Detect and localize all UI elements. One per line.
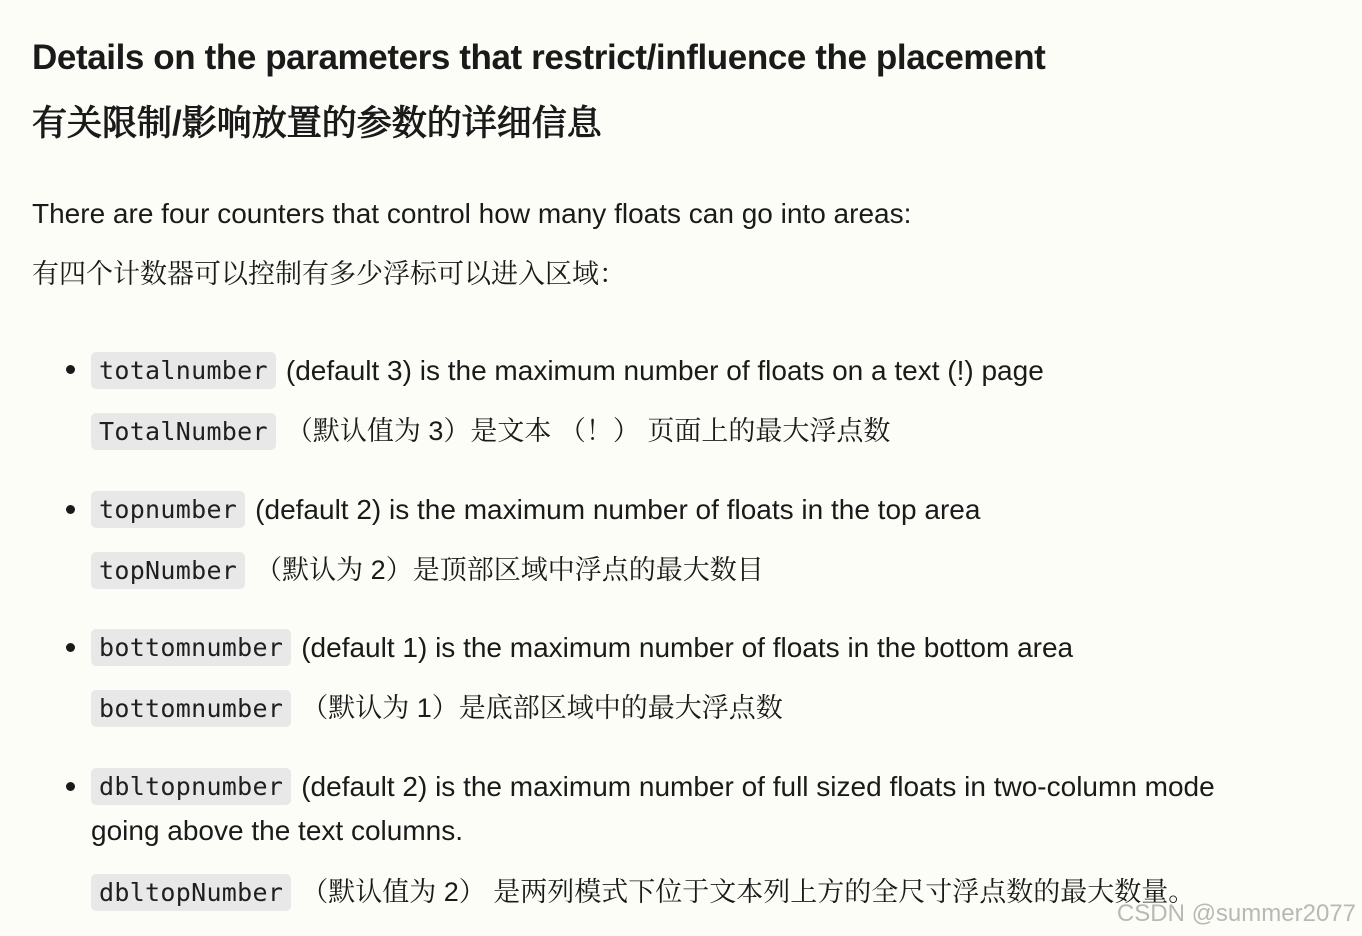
list-item-text: （默认为 2）是顶部区域中浮点的最大数目 [255, 555, 764, 585]
inline-code: topnumber [91, 491, 245, 528]
csdn-watermark: CSDN @summer2077 [1116, 900, 1356, 927]
inline-code: bottomnumber [91, 629, 291, 666]
list-item-topnumber-zh [91, 552, 764, 589]
list-item-text: (default 2) is the maximum number of floats in the top area [255, 493, 981, 525]
inline-code: bottomnumber [91, 690, 291, 727]
list-item-text: （默认值为 3）是文本 （！） 页面上的最大浮点数 [285, 416, 891, 446]
list-bullet [66, 643, 75, 652]
list-item-topnumber-en [91, 491, 980, 528]
list-item-bottomnumber-en [91, 629, 1073, 666]
section-heading-zh: 有关限制/影响放置的参数的详细信息 [32, 104, 602, 143]
intro-paragraph-zh: 有四个计数器可以控制有多少浮标可以进入区域： [32, 259, 626, 289]
list-item-text: (default 2) is the maximum number of full sized floats in two-column mode [301, 770, 1215, 802]
section-heading-en: Details on the parameters that restrict/influence the placement [32, 38, 1046, 77]
list-item-text: （默认值为 2） 是两列模式下位于文本列上方的全尺寸浮点数的最大数量。 [301, 877, 1196, 907]
list-item-dbltopnumber-continuation: going above the text columns. [91, 815, 464, 846]
inline-code: topNumber [91, 552, 245, 589]
list-bullet [66, 505, 75, 514]
list-bullet [66, 365, 75, 374]
list-item-bottomnumber-zh [91, 690, 783, 727]
inline-code: dbltopnumber [91, 768, 291, 805]
intro-paragraph-en: There are four counters that control how many floats can go into areas: [32, 198, 912, 229]
inline-code: totalnumber [91, 352, 276, 389]
list-item-dbltopnumber-en [91, 768, 1215, 805]
inline-code: dbltopNumber [91, 874, 291, 911]
list-item-totalnumber-en [91, 352, 1044, 389]
list-item-text: (default 3) is the maximum number of floats on a text (!) page [285, 354, 1044, 386]
list-bullet [66, 782, 75, 791]
list-item-dbltopnumber-zh [91, 874, 1195, 911]
inline-code: TotalNumber [91, 413, 276, 450]
list-item-text: （默认为 1）是底部区域中的最大浮点数 [301, 693, 783, 723]
list-item-text: (default 1) is the maximum number of floats in the bottom area [301, 631, 1074, 663]
list-item-totalnumber-zh [91, 413, 890, 450]
